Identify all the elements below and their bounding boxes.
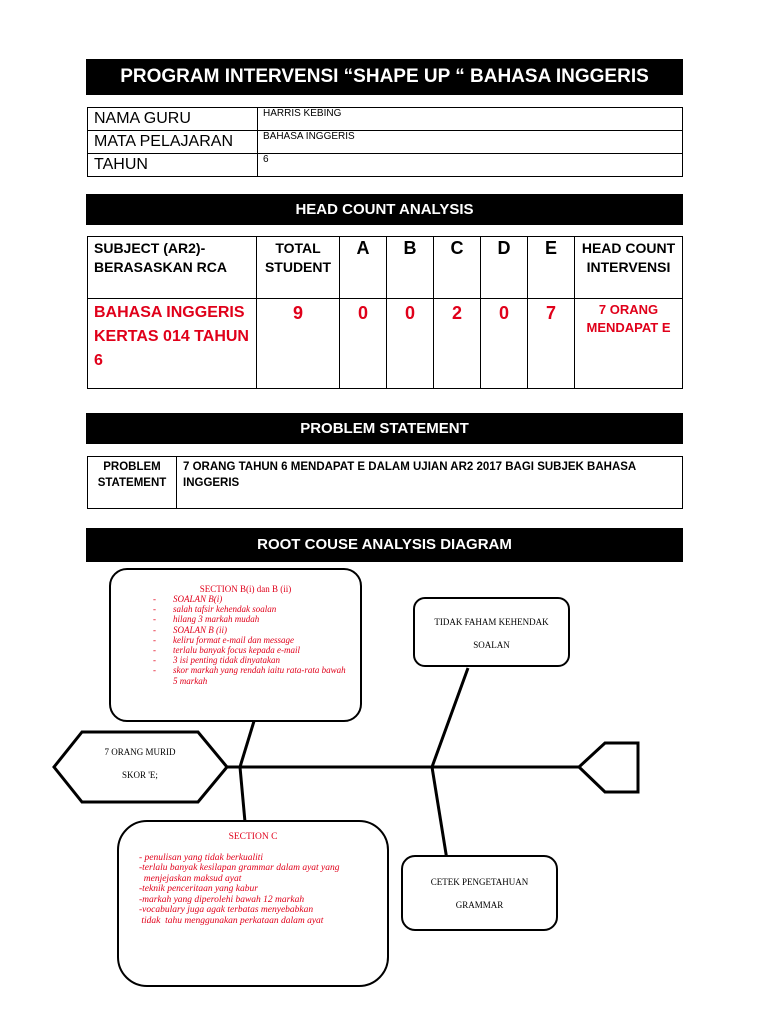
page-title: PROGRAM INTERVENSI “SHAPE UP “ BAHASA INGGERIS (86, 59, 683, 95)
grade-a-cell: 0 (340, 299, 387, 389)
info-value: 6 (258, 154, 683, 177)
headcount-data-row (88, 299, 683, 389)
subject-cell: BAHASA INGGERIS KERTAS 014 TAHUN 6 (88, 299, 257, 389)
problem-row (88, 457, 683, 509)
list-item: - SOALAN B(i) (149, 594, 349, 604)
info-label: NAMA GURU (88, 108, 258, 131)
section-c-line: -markah yang diperolehi bawah 12 markah (139, 894, 305, 905)
cause-box-section-b (109, 568, 362, 722)
list-item: - skor markah yang rendah iaitu rata-rata bawah 5 markah (149, 665, 349, 685)
headcount-table (87, 236, 683, 389)
tidak-faham-line1: TIDAK FAHAM KEHENDAK (434, 617, 549, 627)
col-c-header: C (434, 237, 481, 299)
grade-c-cell: 2 (434, 299, 481, 389)
section-c-line: - penulisan yang tidak berkualiti (139, 852, 264, 863)
col-d-header: D (481, 237, 528, 299)
fish-head-label (70, 747, 210, 781)
info-value: HARRIS KEBING (258, 108, 683, 131)
section-c-line: menjejaskan maksud ayat (139, 873, 242, 884)
section-c-line: -teknik penceritaan yang kabur (139, 884, 258, 894)
col-total-header: TOTAL STUDENT (257, 237, 340, 299)
list-item: - terlalu banyak focus kepada e-mail (149, 645, 349, 655)
cause-box-tidak-faham (413, 597, 570, 667)
info-label: TAHUN (88, 154, 258, 177)
section-c-line: -vocabulary juga agak terbatas menyebabkan (139, 905, 314, 915)
head-label-line2: SKOR 'E; (122, 770, 158, 780)
info-label: MATA PELAJARAN (88, 131, 258, 154)
info-row (88, 131, 683, 154)
bone-upper-right (432, 668, 468, 767)
rca-heading: ROOT COUSE ANALYSIS DIAGRAM (86, 528, 683, 562)
list-item: - hilang 3 markah mudah (149, 614, 349, 624)
info-value: BAHASA INGGERIS (258, 131, 683, 154)
grade-e-cell: 7 (528, 299, 575, 389)
intervensi-cell: 7 ORANG MENDAPAT E (575, 299, 683, 389)
cause-box-section-c (117, 820, 389, 987)
teacher-info-table (87, 107, 683, 177)
info-row (88, 154, 683, 177)
cause-box-cetek (401, 855, 558, 931)
col-b-header: B (387, 237, 434, 299)
list-item: - keliru format e-mail dan message (149, 635, 349, 645)
total-cell: 9 (257, 299, 340, 389)
list-item: - 3 isi penting tidak dinyatakan (149, 655, 349, 665)
cetek-line1: CETEK PENGETAHUAN (430, 877, 529, 887)
bone-lower-right (432, 767, 447, 860)
fish-tail-shape (579, 743, 638, 792)
section-b-title: SECTION B(i) dan B (ii) (199, 584, 292, 594)
list-item: - SOALAN B (ii) (149, 625, 349, 635)
col-subject-header: SUBJECT (AR2)-BERASASKAN RCA (88, 237, 257, 299)
head-label-line1: 7 ORANG MURID (104, 747, 176, 757)
headcount-header-row (88, 237, 683, 299)
problem-table (87, 456, 683, 509)
cetek-line2: GRAMMAR (455, 900, 504, 910)
problem-heading: PROBLEM STATEMENT (86, 413, 683, 444)
section-c-title: SECTION C (228, 832, 278, 842)
tidak-faham-line2: SOALAN (473, 640, 510, 650)
list-item: - salah tafsir kehendak soalan (149, 604, 349, 614)
problem-text: 7 ORANG TAHUN 6 MENDAPAT E DALAM UJIAN AR2 2017 BAGI SUBJEK BAHASA INGGERIS (177, 457, 683, 509)
section-c-line: tidak tahu menggunakan perkataan dalam ayat (139, 915, 324, 926)
col-e-header: E (528, 237, 575, 299)
problem-label: PROBLEM STATEMENT (88, 457, 177, 509)
section-c-line: -terlalu banyak kesilapan grammar dalam ayat yang (139, 863, 340, 873)
col-a-header: A (340, 237, 387, 299)
bone-lower-left (240, 767, 245, 822)
section-c-text (139, 842, 379, 947)
headcount-heading: HEAD COUNT ANALYSIS (86, 194, 683, 225)
info-row (88, 108, 683, 131)
section-b-list (149, 594, 349, 686)
grade-b-cell: 0 (387, 299, 434, 389)
col-intervensi-header: HEAD COUNT INTERVENSI (575, 237, 683, 299)
grade-d-cell: 0 (481, 299, 528, 389)
